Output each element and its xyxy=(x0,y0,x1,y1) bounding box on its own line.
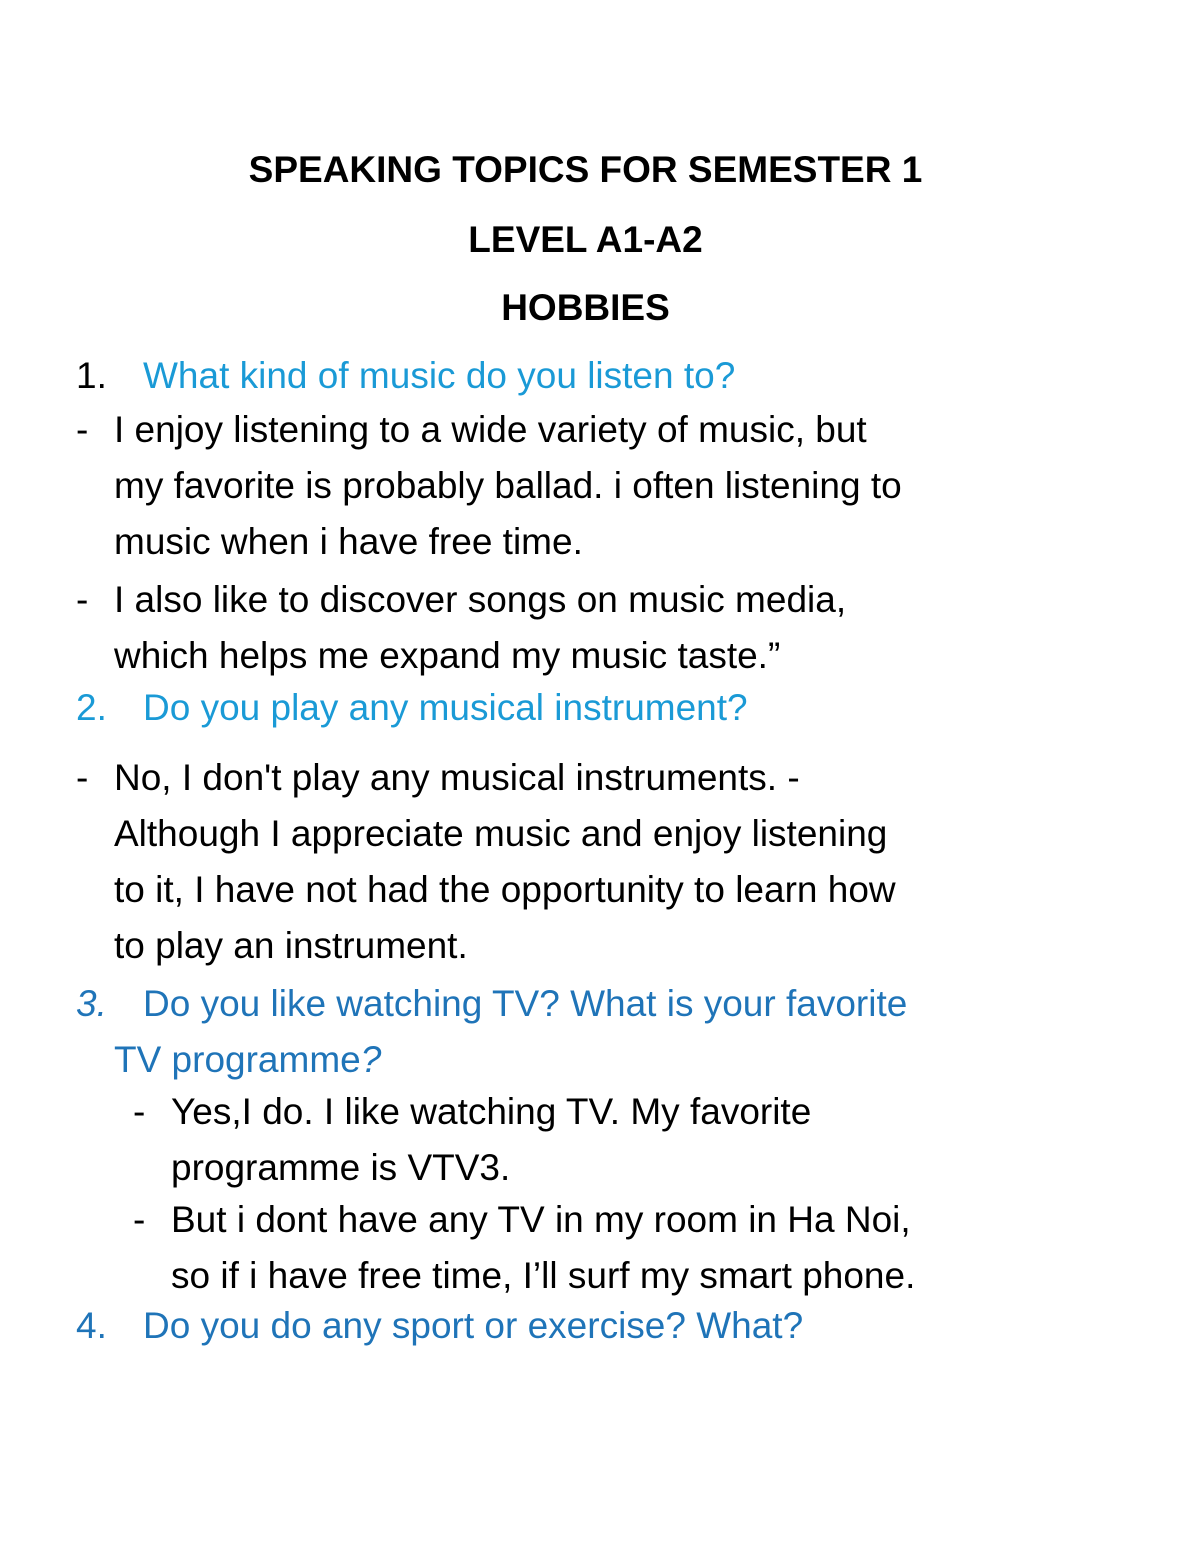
question-text-continued xyxy=(114,1032,381,1088)
question-text: Do you play any musical instrument? xyxy=(143,687,748,728)
document-title: SPEAKING TOPICS FOR SEMESTER 1 xyxy=(248,149,923,190)
bullet-dash: - xyxy=(133,1199,146,1240)
answer-line: music when i have free time. xyxy=(114,521,583,562)
answer-line: Although I appreciate music and enjoy listening xyxy=(114,813,888,854)
answer-line: But i dont have any TV in my room in Ha Noi, xyxy=(171,1199,911,1240)
answer-line: which helps me expand my music taste.” xyxy=(114,635,781,676)
question-text: What kind of music do you listen to? xyxy=(143,355,736,396)
question-mark: ? xyxy=(360,1039,382,1080)
answer-line: to play an instrument. xyxy=(114,925,468,966)
level-heading: LEVEL A1-A2 xyxy=(468,219,703,260)
question-text-main: TV programme xyxy=(114,1039,361,1080)
answer-line: programme is VTV3. xyxy=(171,1147,511,1188)
question-number: 2. xyxy=(76,687,107,728)
answer-line: No, I don't play any musical instruments. - xyxy=(114,757,800,798)
answer-line: so if i have free time, I’ll surf my smart phone. xyxy=(171,1255,916,1296)
question-number: 1. xyxy=(76,355,107,396)
answer-line: my favorite is probably ballad. i often listening to xyxy=(114,465,902,506)
answer-line: Yes,I do. I like watching TV. My favorite xyxy=(171,1091,812,1132)
question-text: Do you like watching TV? What is your favorite xyxy=(143,983,908,1024)
topic-heading: HOBBIES xyxy=(501,287,670,328)
bullet-dash: - xyxy=(76,409,89,450)
question-number: 3. xyxy=(76,983,107,1024)
question-text: Do you do any sport or exercise? What? xyxy=(143,1305,804,1346)
bullet-dash: - xyxy=(133,1091,146,1132)
bullet-dash: - xyxy=(76,579,89,620)
answer-line: to it, I have not had the opportunity to learn how xyxy=(114,869,896,910)
bullet-dash: - xyxy=(76,757,89,798)
answer-line: I enjoy listening to a wide variety of music, but xyxy=(114,409,867,450)
question-number: 4. xyxy=(76,1305,107,1346)
answer-line: I also like to discover songs on music media, xyxy=(114,579,847,620)
